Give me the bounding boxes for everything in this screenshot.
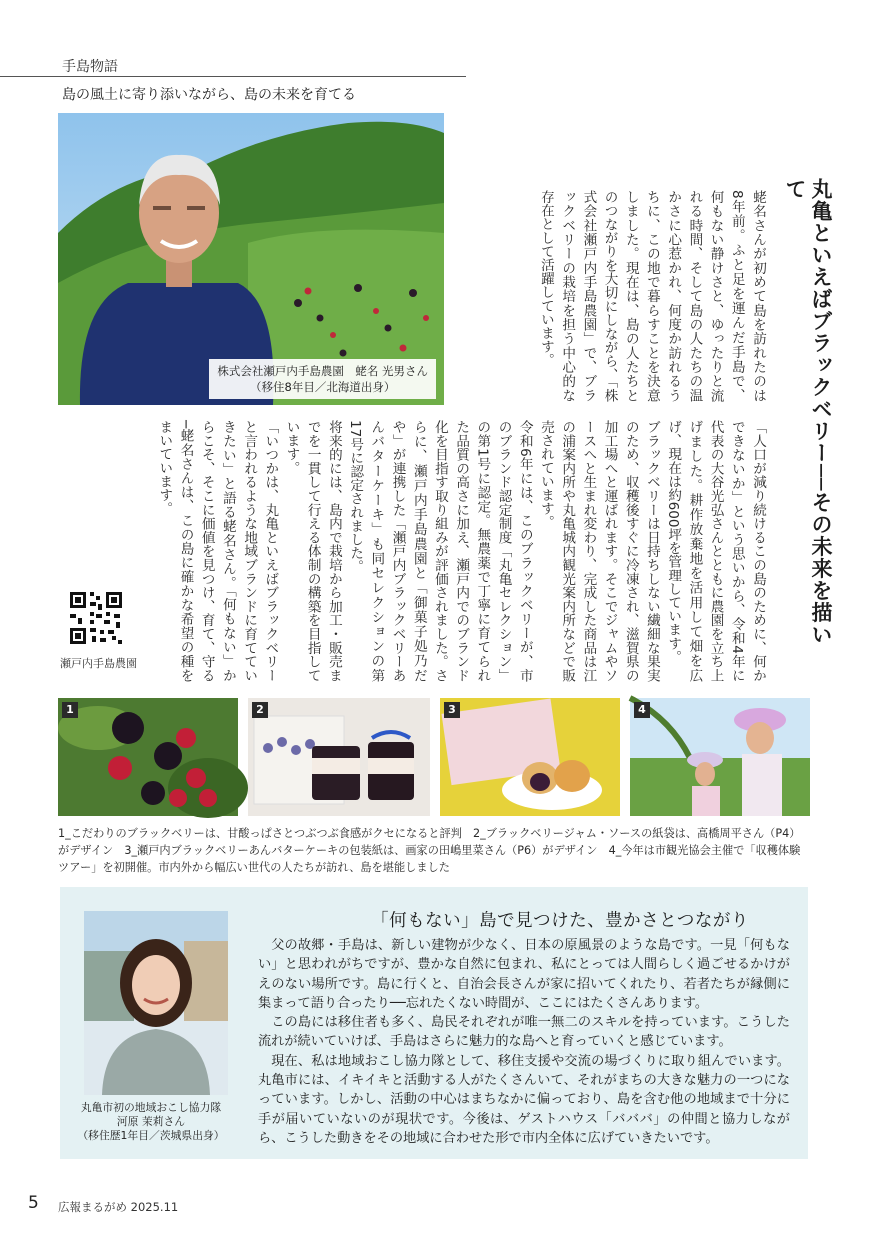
paragraph-3: ブラックベリーは日持ちしない繊細な果実のため、収穫後すぐに冷凍され、滋賀県の加工場へと運ばれます。そこでジャムやソースへと生まれ変わり、完成した商品は江の浦案内所や丸亀城内観光案内所などで販売されています。 — [537, 420, 660, 682]
photo-1-blackberries — [58, 698, 238, 816]
photo-number: 1 — [62, 702, 78, 718]
section-label: 手島物語 — [62, 59, 118, 75]
publication-name: 広報まるがめ 2025.11 — [58, 1200, 179, 1214]
header-rule — [0, 76, 466, 77]
paragraph-2: 「人口が減り続けるこの島のために、何かできないか」という思いから、令和4年に代表の大谷光弘さんとともに農園を立ち上げました。耕作放棄地を活用して畑を広げ、現在は約600坪を管理しています。 — [665, 420, 766, 682]
paragraph-6: 「いつかは、丸亀といえばブラックベリーと言われるような地域ブランドに育てていきたい」と語る蛯名さん。「何もない」からこそ、そこに価値を見つけ、育て、守る─蛯名さんは、この島に確かな希望の種をまいています。 — [156, 420, 279, 682]
main-photo — [58, 113, 444, 405]
cake-illustration — [440, 698, 620, 816]
column-title: 「何もない」島で見つけた、豊かさとつながり — [371, 911, 749, 931]
harvest-tour-illustration — [630, 698, 810, 816]
column-paragraph-3: 現在、私は地域おこし協力隊として、移住支援や交流の場づくりに取り組んでいます。丸亀市には、イキイキと活動する人がたくさんいて、それがまちの大きな魅力の一つになっています。しかし、活動の中心はまちなかに偏っており、島を含む他の地域まで十分に手が届いていないのが現状です。今後は、ゲストハウス「バババ」の仲間と協力しながら、こうした動きをその地域に合わせた形で市内全体に広げていきたいです。 — [258, 1053, 790, 1146]
photo-captions: 1_こだわりのブラックベリーは、甘酸っぱさとつぶつぶ食感がクセになると評判 2_ブラックベリージャム・ソースの紙袋は、高橋周平さん（P4）がデザイン 3_瀬戸内ブラックベリーあんバターケーキの包装紙は、画家の田嶋里菜さん（P6）がデザイン 4_今年は市観光協会主催で「収穫体験ツアー」を初開催。市内外から幅広い世代の人たちが訪れ、島を堪能しました — [58, 827, 801, 874]
photo-number: 3 — [444, 702, 460, 718]
photo-2-jam — [248, 698, 430, 816]
qr-label: 瀬戸内手島農園 — [60, 657, 137, 670]
photo-number: 2 — [252, 702, 268, 718]
article-body-upper — [458, 190, 768, 402]
paragraph-5: 将来的には、島内で栽培から加工・販売までを一貫して行える体制の構築を目指しています。 — [283, 420, 342, 682]
profile-caption — [76, 1101, 226, 1143]
caption-line-2: （移住8年目／北海道出身） — [250, 380, 396, 394]
jam-jars-illustration — [248, 698, 430, 816]
paragraph-1: 蛯名さんが初めて島を訪れたのは8年前。ふと足を運んだ手島で、何もない静けさと、ゆったりと流れる時間、そして島の人たちの温かさに心惹かれ、何度か訪れるうちに、この地で暮らすことを決意しました。現在は、島の人たちとのつながりを大切にしながら、「株式会社瀬戸内手島農園」で、ブラックベリーの栽培を担う中心的な存在として活躍しています。 — [537, 190, 766, 402]
profile-portrait-illustration — [84, 911, 228, 1095]
column-paragraph-2: この島には移住者も多く、島民それぞれが唯一無二のスキルを持っています。こうした流れが続いていけば、手島はさらに魅力的な島へと育っていくと感じています。 — [258, 1015, 790, 1050]
article-title: 丸亀といえばブラックベリー──その未来を描いて — [783, 178, 833, 646]
qr-code-icon — [68, 590, 124, 646]
blackberries-illustration — [58, 698, 238, 816]
photo-number: 4 — [634, 702, 650, 718]
profile-caption-role: 丸亀市初の地域おこし協力隊 — [80, 1101, 222, 1114]
page-number: 5 — [28, 1193, 39, 1213]
main-photo-caption — [209, 359, 436, 399]
page-subtitle: 島の風土に寄り添いながら、島の未来を育てる — [62, 87, 356, 103]
article-body-lower — [156, 420, 768, 682]
photo-3-cake — [440, 698, 620, 816]
photo-4-tour — [630, 698, 810, 816]
column-paragraph-1: 父の故郷・手島は、新しい建物が少なく、日本の原風景のような島です。一見「何もない」と思われがちですが、豊かな自然に包まれ、私にとっては人間らしく過ごせるかけがえのない場所です。島に行くと、自治会長さんが家に招いてくれたり、若者たちが縁側に集まって語り合ったり──忘れたくない時間が、ここにはたくさんあります。 — [258, 938, 790, 1011]
profile-photo — [84, 911, 228, 1095]
column-body — [258, 936, 790, 1148]
qr-code[interactable] — [68, 590, 124, 646]
profile-caption-name: 河原 茉莉さん — [116, 1115, 186, 1128]
paragraph-4: 令和6年には、このブラックベリーが、市のブランド認定制度「丸亀セレクション」の第1号に認定。無農薬で丁寧に育てられた品質の高さに加え、瀬戸内でのブランド化を目指す取り組みが評価されました。さらに、瀬戸内手島農園と「御菓子処乃だや」が連携した「瀬戸内ブラックベリーあんバターケーキ」も同セレクションの第17号に認定されました。 — [347, 420, 533, 682]
profile-caption-origin: （移住歴1年目／茨城県出身） — [77, 1129, 225, 1142]
caption-line-1: 株式会社瀬戸内手島農園 蛯名 光男さん — [217, 364, 428, 378]
